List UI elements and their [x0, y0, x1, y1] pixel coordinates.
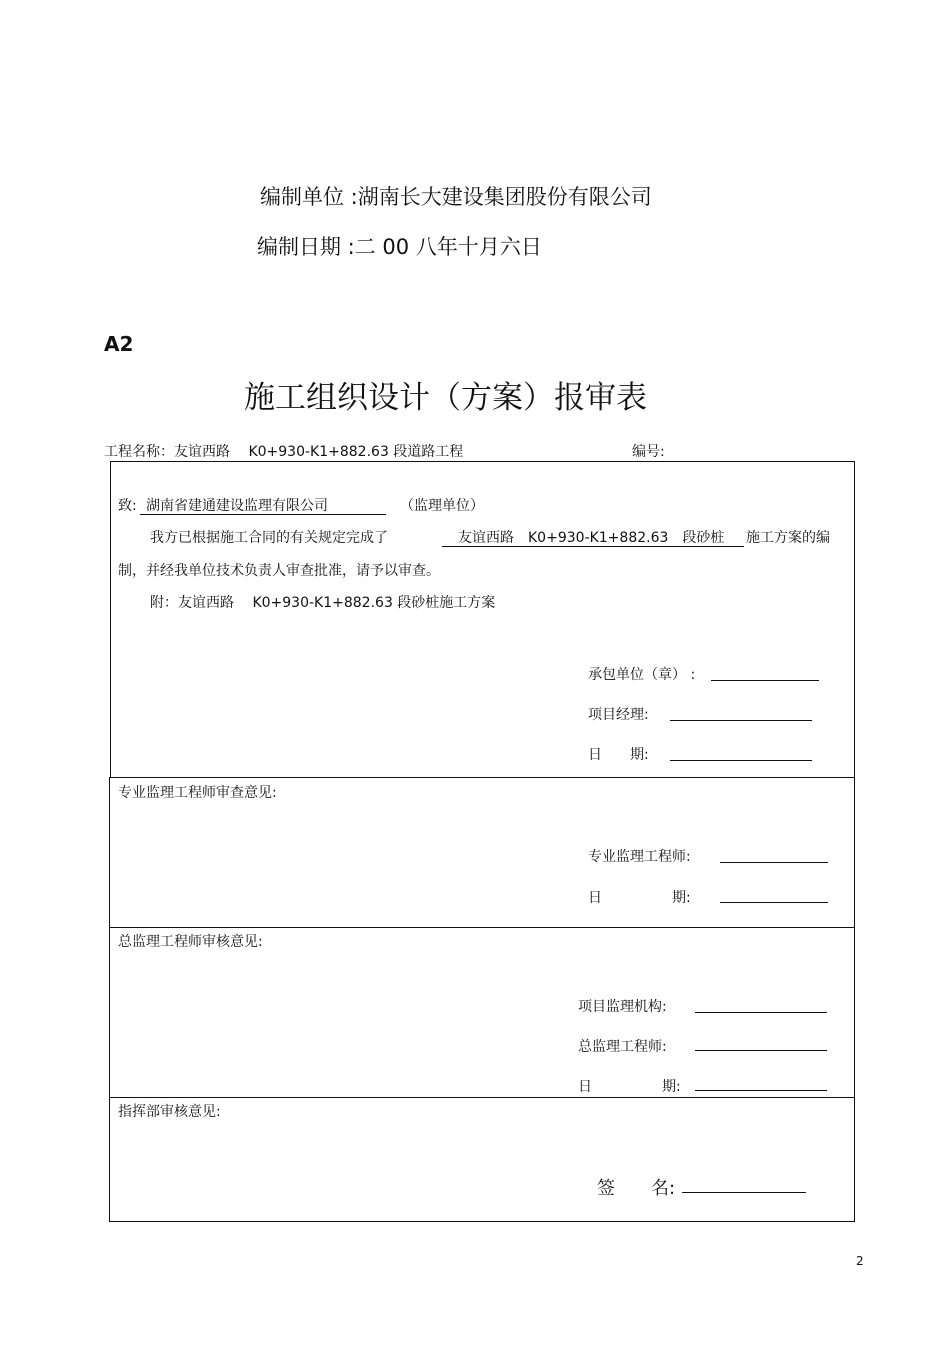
page-number: 2 — [856, 1254, 864, 1268]
section3-date-blank[interactable] — [695, 1090, 827, 1091]
section2-date-blank[interactable] — [720, 902, 828, 903]
project-name: 工程名称：友谊西路 K0+930-K1+882.63 段道路工程 — [104, 444, 464, 460]
section2-date-label: 日 期: — [588, 890, 691, 906]
to-unit-underline — [140, 514, 386, 515]
statement-line2: 制，并经我单位技术负责人审查批准，请予以审查。 — [118, 563, 440, 579]
attachment-line: 附：友谊西路 K0+930-K1+882.63 段砂桩施工方案 — [150, 595, 496, 611]
section1-date-label: 日 期: — [588, 747, 649, 763]
specialist-engineer-label: 专业监理工程师: — [588, 849, 691, 865]
statement-suffix: 施工方案的编 — [746, 530, 830, 546]
contractor-blank[interactable] — [711, 680, 819, 681]
compile-date: 编制日期 :二 00 八年十月六日 — [257, 235, 542, 259]
scheme-name: 友谊西路 K0+930-K1+882.63 段砂桩 — [458, 530, 725, 546]
chief-engineer-label: 总监理工程师: — [578, 1039, 667, 1055]
chief-engineer-blank[interactable] — [695, 1050, 827, 1051]
to-unit: 湖南省建通建设监理有限公司 — [146, 498, 328, 514]
specialist-engineer-blank[interactable] — [720, 862, 828, 863]
form-number-label: 编号: — [632, 444, 665, 460]
compiler-unit: 编制单位 :湖南长大建设集团股份有限公司 — [260, 185, 652, 209]
form-title: 施工组织设计（方案）报审表 — [244, 380, 647, 416]
supervision-org-label: 项目监理机构: — [578, 999, 667, 1015]
section1-date-blank[interactable] — [670, 760, 812, 761]
contractor-label: 承包单位（章） : — [588, 667, 696, 683]
headquarters-heading: 指挥部审核意见: — [118, 1104, 221, 1120]
pm-blank[interactable] — [670, 720, 812, 721]
specialist-heading: 专业监理工程师审查意见: — [118, 785, 277, 801]
sign-blank[interactable] — [682, 1192, 806, 1193]
chief-heading: 总监理工程师审核意见: — [118, 934, 263, 950]
to-suffix: （监理单位） — [400, 498, 484, 514]
pm-label: 项目经理: — [588, 707, 649, 723]
statement-prefix: 我方已根据施工合同的有关规定完成了 — [150, 530, 388, 546]
form-code: A2 — [104, 332, 134, 356]
supervision-org-blank[interactable] — [695, 1012, 827, 1013]
section3-date-label: 日 期: — [578, 1079, 681, 1095]
sign-label: 签 名: — [597, 1178, 676, 1199]
scheme-underline — [442, 546, 744, 547]
to-prefix: 致: — [118, 498, 137, 514]
